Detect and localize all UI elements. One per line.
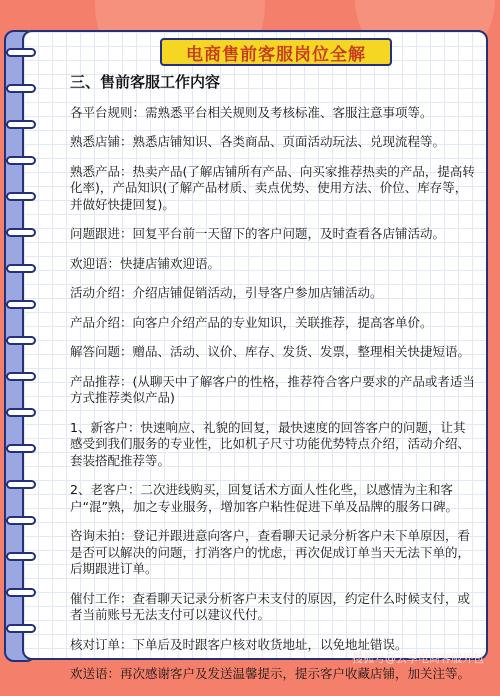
title-banner xyxy=(160,38,392,66)
entry-payment-reminder: 催付工作：查看聊天记录分析客户未支付的原因，约定什么时候支付，或者当前账号无法支付可以建议代付。 xyxy=(70,590,471,622)
binder-ring xyxy=(6,156,36,165)
binder-ring xyxy=(6,192,36,201)
binder-ring xyxy=(6,336,36,345)
content-area xyxy=(70,74,476,696)
entry-answer-questions: 解答问题：赠品、活动、议价、库存、发货、发票，整理相关快捷短语。 xyxy=(70,344,471,359)
binder-ring xyxy=(6,228,36,237)
binder-ring xyxy=(6,408,36,417)
binder-ring xyxy=(6,480,36,489)
binder-ring xyxy=(6,588,36,597)
entry-follow-up: 问题跟进：回复平台前一天留下的客户问题，及时查看各店铺活动。 xyxy=(70,226,446,241)
entry-store-knowledge: 熟悉店铺：熟悉店铺知识、各类商品、页面活动玩法、兑现流程等。 xyxy=(70,134,446,149)
entry-platform-rules: 各平台规则：需熟悉平台相关规则及考核标准、客服注意事项等。 xyxy=(70,104,433,120)
entry-welcome-message: 欢迎语：快捷店铺欢迎语。 xyxy=(70,255,221,271)
page-title: 电商售前客服岗位全解 xyxy=(186,44,366,65)
entry-product-recommendation: 产品推荐：(从聊天中了解客户的性格，推荐符合客户要求的产品或者适当方式推荐类似产品) xyxy=(70,373,475,405)
binder-ring xyxy=(6,300,36,309)
entry-farewell-message: 欢送语：再次感谢客户及发送温馨提示，提示客户收藏店铺，加关注等。 xyxy=(70,666,471,681)
binder-ring xyxy=(6,372,36,381)
entry-product-intro: 产品介绍：向客户介绍产品的专业知识，关联推荐，提高客单价。 xyxy=(70,314,433,330)
binder-ring xyxy=(6,444,36,453)
watermark: 搜狐号@云享电商客服外包 xyxy=(352,652,484,665)
entry-new-customers: 1、新客户：快速响应、礼貌的回复，最快速度的回答客户的问题，让其感受到我们服务的专业性，比如机子尺寸功能优势特点介绍，活动介绍、套装搭配推荐等。 xyxy=(70,419,471,468)
binder-ring xyxy=(6,552,36,561)
entry-promotion-intro: 活动介绍：介绍店铺促销活动，引导客户参加店铺活动。 xyxy=(70,285,383,300)
binder-ring xyxy=(6,516,36,525)
binder-ring xyxy=(6,84,36,93)
binder-ring xyxy=(6,120,36,129)
entry-unpaid-inquiries: 咨询未拍：登记并跟进意向客户，查看聊天记录分析客户未下单原因，看是否可以解决的问题，打消客户的忧虑，再次促成订单当天无法下单的，后期跟进订单。 xyxy=(70,528,471,576)
entry-order-verification: 核对订单：下单后及时跟客户核对收货地址，以免地址错误。 xyxy=(70,636,408,652)
section-heading: 三、售前客服工作内容 xyxy=(70,73,221,91)
entry-returning-customers: 2、老客户：二次进线购买，回复话术方面人性化些，以感情为主和客户“混”熟，加之专业服务，增加客户粘性促进下单及品牌的服务口碑。 xyxy=(70,482,458,514)
binder-ring xyxy=(6,264,36,273)
binder-ring xyxy=(6,624,36,633)
binder-ring xyxy=(6,48,36,57)
entry-product-knowledge: 熟悉产品：热卖产品(了解店铺所有产品、向买家推荐热卖的产品，提高转化率)，产品知识(了解产品材质、卖点优势、使用方法、价位、库存等，并做好快捷回复)。 xyxy=(70,163,475,212)
